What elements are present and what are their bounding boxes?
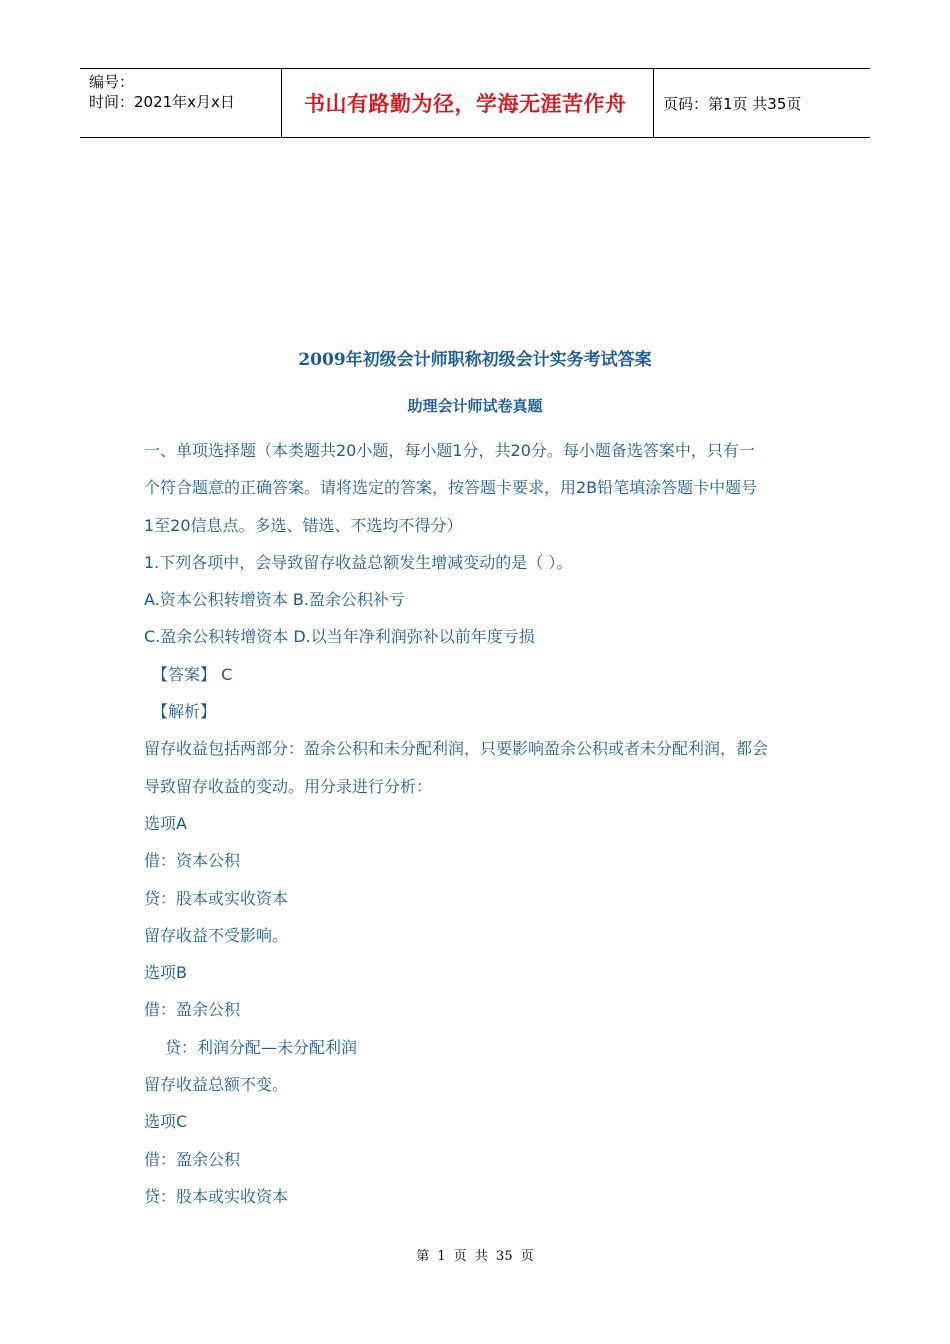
journal-credit: 贷：股本或实收资本 — [144, 888, 289, 908]
explanation-line: 留存收益包括两部分：盈余公积和未分配利润，只要影响盈余公积或者未分配利润，都会 — [144, 739, 769, 759]
explanation-heading: 【解析】 — [152, 702, 217, 722]
journal-debit: 借：盈余公积 — [144, 1149, 241, 1169]
page-info: 页码：第1页 共35页 — [663, 94, 802, 113]
option-label: 选项C — [144, 1112, 188, 1132]
journal-debit: 借：盈余公积 — [144, 1000, 241, 1020]
number-label: 编号： — [89, 73, 135, 91]
document-subtitle: 助理会计师试卷真题 — [407, 397, 543, 415]
option-label: 选项A — [144, 813, 187, 833]
page-header — [80, 68, 870, 138]
journal-credit: 贷：股本或实收资本 — [144, 1186, 289, 1206]
conclusion-line: 留存收益不受影响。 — [144, 925, 289, 945]
options-line: A.资本公积转增资本 B.盈余公积补亏 — [144, 590, 405, 610]
document-title: 2009年初级会计师职称初级会计实务考试答案 — [298, 350, 652, 370]
header-meta — [80, 69, 281, 137]
section-heading-line: 一、单项选择题（本类题共20小题，每小题1分，共20分。每小题备选答案中，只有一 — [144, 441, 755, 460]
explanation-line: 导致留存收益的变动。用分录进行分析： — [144, 776, 433, 796]
question-text: 1.下列各项中，会导致留存收益总额发生增减变动的是（ ）。 — [144, 552, 573, 572]
section-heading-line: 1至20信息点。多选、错选、不选均不得分） — [144, 515, 463, 535]
header-page-cell — [654, 69, 870, 137]
time-label: 时间：2021年x月x日 — [89, 93, 235, 111]
journal-debit: 借：资本公积 — [144, 851, 241, 871]
answer-line: 【答案】 C — [152, 664, 233, 684]
header-motto-cell — [281, 69, 654, 137]
section-heading-line: 个符合题意的正确答案。请将选定的答案，按答题卡要求，用2B铅笔填涂答题卡中题号 — [144, 478, 758, 498]
page-footer: 第 1 页 共 35 页 — [416, 1249, 534, 1264]
option-label: 选项B — [144, 963, 187, 983]
journal-credit: 贷：利润分配—未分配利润 — [165, 1037, 358, 1057]
options-line: C.盈余公积转增资本 D.以当年净利润弥补以前年度亏损 — [144, 627, 535, 647]
document-body — [144, 432, 814, 1215]
conclusion-line: 留存收益总额不变。 — [144, 1075, 289, 1095]
motto-text: 书山有路勤为径，学海无涯苦作舟 — [304, 91, 627, 116]
